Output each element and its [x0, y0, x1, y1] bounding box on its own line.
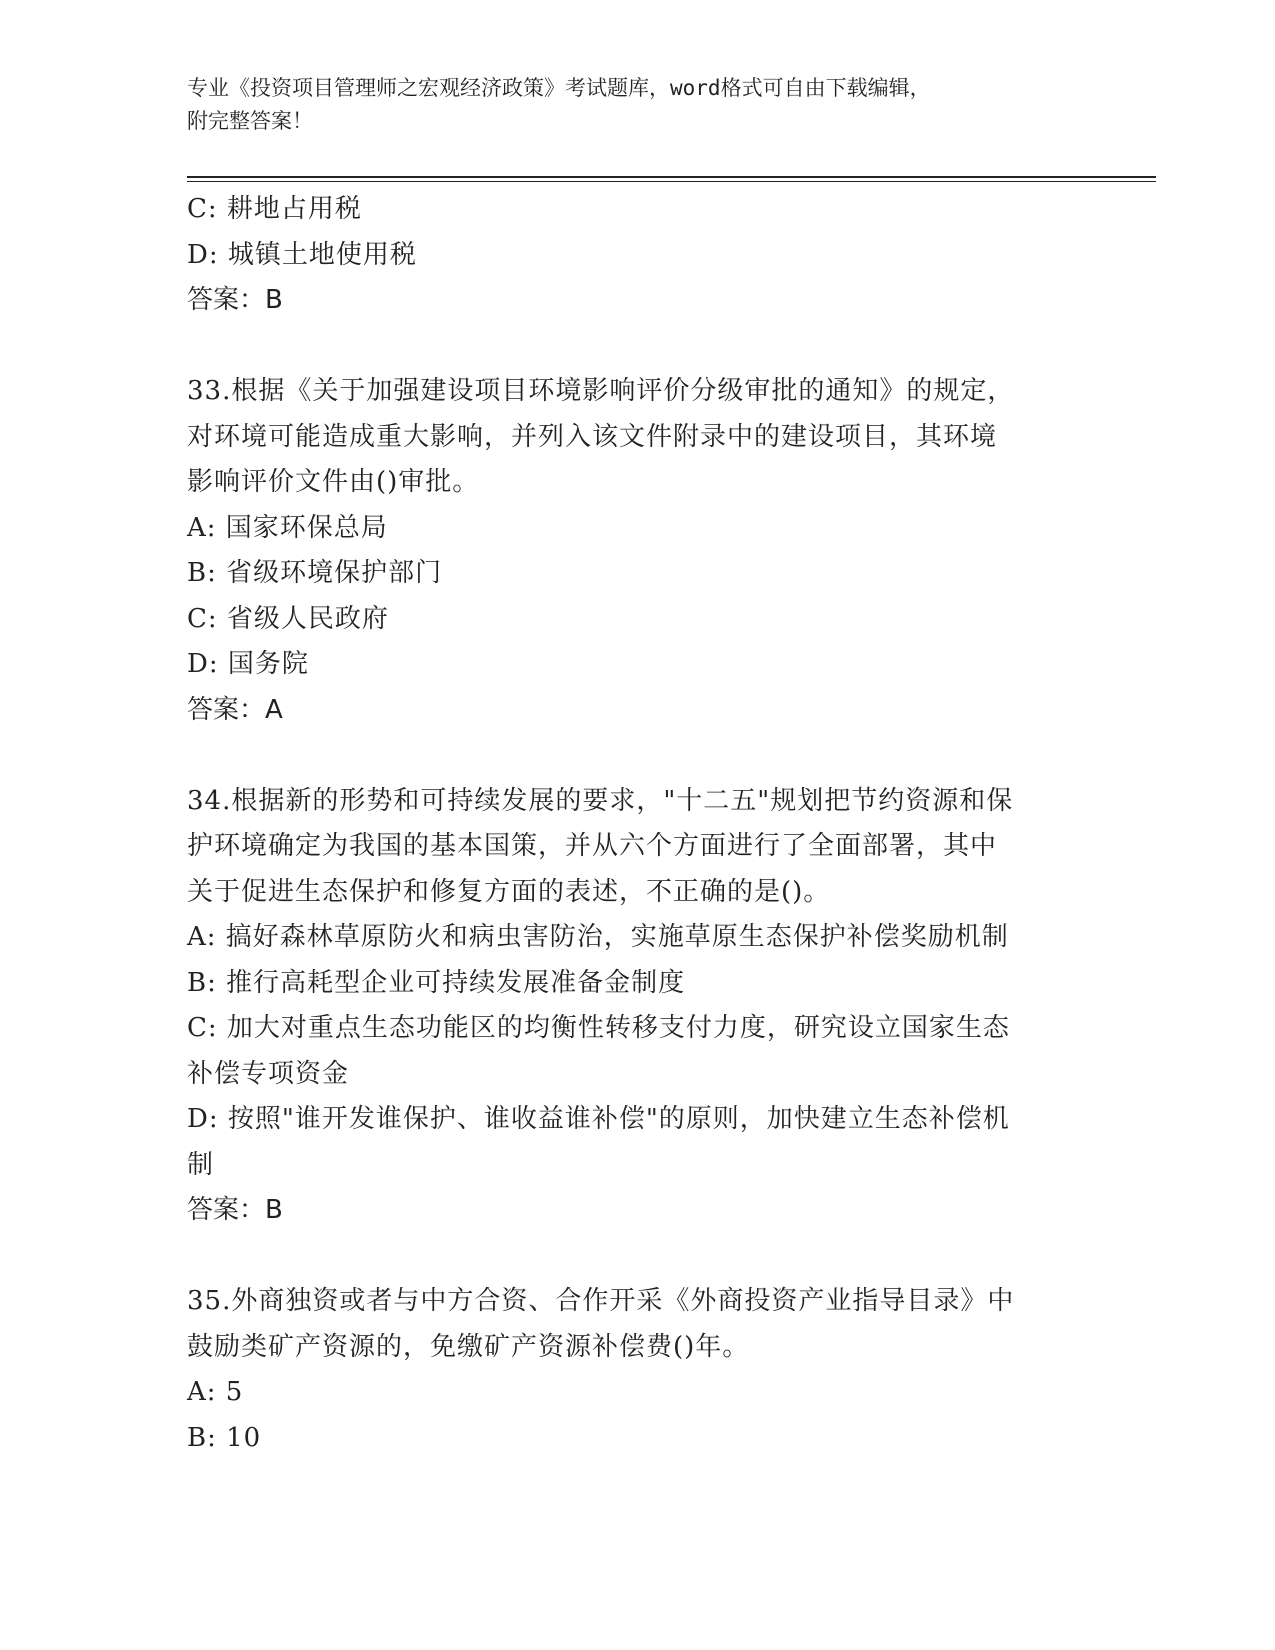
- question-stem-line: 对环境可能造成重大影响，并列入该文件附录中的建设项目，其环境: [187, 421, 998, 452]
- question-35: [187, 1279, 1077, 1461]
- option-c: C: 加大对重点生态功能区的均衡性转移支付力度，研究设立国家生态: [187, 1013, 1010, 1043]
- header-divider-thin: [187, 181, 1156, 182]
- answer-label: 答案：A: [187, 694, 283, 725]
- option-d: D: 国务院: [187, 649, 309, 679]
- question-stem-line: 护环境确定为我国的基本国策，并从六个方面进行了全面部署，其中: [187, 831, 998, 861]
- question-stem-line: 34.根据新的形势和可持续发展的要求，"十二五"规划把节约资源和保: [187, 785, 1014, 816]
- header-divider-thick: [187, 176, 1156, 178]
- document-header: [187, 72, 1087, 138]
- option-d: D: 城镇土地使用税: [187, 239, 417, 270]
- question-stem-line: 关于促进生态保护和修复方面的表述，不正确的是()。: [187, 876, 831, 907]
- option-b: B: 10: [187, 1422, 262, 1453]
- question-stem-line: 35.外商独资或者与中方合资、合作开采《外商投资产业指导目录》中: [187, 1286, 1015, 1316]
- question-34: [187, 779, 1077, 1234]
- option-c-continued: 补偿专项资金: [187, 1058, 350, 1089]
- option-a: A: 搞好森林草原防火和病虫害防治，实施草原生态保护补偿奖励机制: [187, 922, 1009, 952]
- spacer: [187, 733, 1077, 779]
- question-stem-line: 影响评价文件由()审批。: [187, 467, 480, 497]
- option-c: C: 省级人民政府: [187, 603, 389, 634]
- header-line-1: 专业《投资项目管理师之宏观经济政策》考试题库，word格式可自由下载编辑，: [187, 76, 931, 100]
- question-32-tail: [187, 187, 1077, 324]
- option-d: D: 按照"谁开发谁保护、谁收益谁补偿"的原则，加快建立生态补偿机: [187, 1104, 1010, 1134]
- question-list: [187, 187, 1077, 1461]
- option-b: B: 省级环境保护部门: [187, 558, 443, 588]
- spacer: [187, 324, 1077, 370]
- question-33: [187, 369, 1077, 733]
- option-a: A: 国家环保总局: [187, 512, 388, 543]
- answer-label: 答案：B: [187, 1195, 283, 1225]
- header-line-2: 附完整答案！: [187, 109, 313, 133]
- option-c: C: 耕地占用税: [187, 194, 362, 224]
- spacer: [187, 1234, 1077, 1280]
- option-a: A: 5: [187, 1377, 244, 1407]
- question-stem-line: 33.根据《关于加强建设项目环境影响评价分级审批的通知》的规定，: [187, 376, 1015, 406]
- answer-label: 答案：B: [187, 285, 283, 315]
- option-d-continued: 制: [187, 1149, 215, 1180]
- option-b: B: 推行高耗型企业可持续发展准备金制度: [187, 967, 686, 998]
- question-stem-line: 鼓励类矿产资源的，免缴矿产资源补偿费()年。: [187, 1331, 750, 1362]
